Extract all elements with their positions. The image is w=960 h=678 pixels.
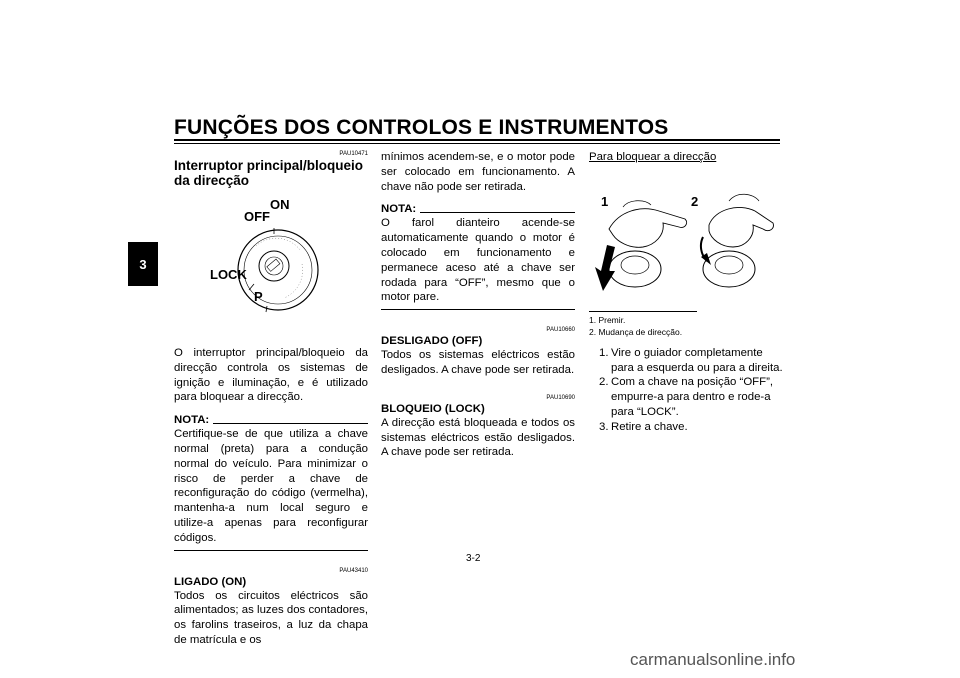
label-park: P	[254, 289, 263, 304]
label-on: ON	[270, 197, 290, 212]
procedure-heading: Para bloquear a direcção	[589, 151, 717, 163]
note-text: Certifique-se de que utiliza a chave normal (preta) para a condução normal do veículo. Para minimizar o risco de perder a chave de reconfiguração do código (vermelha), mantenha-a num local seguro e utilize-a apenas para reconfigurar códigos.	[174, 428, 368, 544]
figure-label-2: 2	[691, 193, 699, 209]
on-paragraph: Todos os circuitos eléctricos são alimentados; as luzes dos contadores, os farolins traseiros, a luz da chapa de matrícula e os	[174, 589, 368, 646]
steering-lock-figure	[589, 171, 783, 299]
caption-1: 1. Premir.	[589, 314, 626, 325]
note-end-rule	[174, 550, 368, 551]
intro-paragraph: O interruptor principal/bloqueio da direcção controla os sistemas de ignição e iluminação, e é utilizado para bloquear a direcção.	[174, 347, 368, 404]
ref-code: PAU10690	[546, 394, 575, 401]
note-end-rule	[381, 309, 575, 310]
caption-rule	[589, 311, 697, 312]
subsection-heading-off: DESLIGADO (OFF)	[381, 335, 483, 348]
header-rule-thin	[174, 143, 780, 144]
subsection-heading-on: LIGADO (ON)	[174, 575, 247, 588]
ref-code: PAU10660	[546, 327, 575, 334]
procedure-steps	[589, 346, 783, 435]
note-label: NOTA:	[381, 203, 417, 216]
watermark: carmanualsonline.info	[630, 650, 796, 669]
caption-2: 2. Mudança de direcção.	[589, 326, 683, 337]
lock-paragraph: A direcção está bloqueada e todos os sistemas eléctricos estão desligados. A chave pode ser retirada.	[381, 416, 575, 459]
step-item: 2. Com a chave na posição “OFF”, empurre-a para dentro e rode-a para “LOCK”.	[599, 376, 774, 418]
step-item: 3. Retire a chave.	[599, 420, 688, 433]
chapter-tab: 3	[128, 242, 158, 286]
page-title: FUNÇÕES DOS CONTROLOS E INSTRUMENTOS	[174, 116, 669, 139]
note-text: O farol dianteiro acende-se automaticamente quando o motor é colocado em funcionamento e permanece aceso até a chave ser rodada para “OFF”, mesmo que o motor pare.	[381, 217, 575, 304]
subsection-heading-lock: BLOQUEIO (LOCK)	[381, 402, 485, 415]
note-heading	[381, 202, 575, 216]
ignition-switch-figure	[174, 194, 368, 326]
header-rule	[174, 139, 780, 141]
continued-paragraph: mínimos acendem-se, e o motor pode ser colocado em funcionamento. A chave não pode ser retirada.	[381, 151, 575, 193]
ref-code: PAU10471	[339, 151, 368, 157]
column-1	[174, 150, 368, 648]
column-3	[589, 150, 783, 435]
off-paragraph: Todos os sistemas eléctricos estão desligados. A chave pode ser retirada.	[381, 349, 575, 376]
note-heading	[174, 413, 368, 427]
note-label: NOTA:	[174, 414, 210, 427]
steering-lock-illustration	[589, 171, 783, 299]
ignition-switch-illustration	[174, 194, 368, 326]
label-off: OFF	[244, 209, 270, 224]
column-2	[381, 150, 575, 460]
section-heading: Interruptor principal/bloqueio da direcção	[174, 158, 363, 188]
page-number: 3-2	[466, 553, 481, 564]
label-lock: LOCK	[210, 267, 247, 282]
step-item: 1. Vire o guiador completamente para a esquerda ou para a direita.	[599, 346, 783, 374]
ref-code: PAU43410	[339, 567, 368, 574]
figure-label-1: 1	[601, 193, 609, 209]
